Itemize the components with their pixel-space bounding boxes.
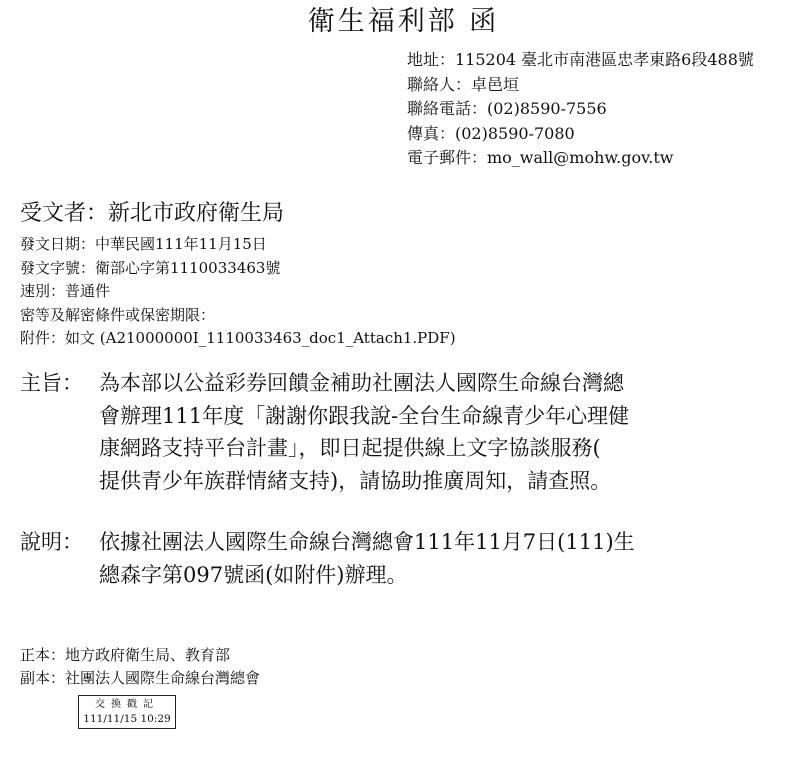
original-recipients: 正本：地方政府衛生局、教育部 <box>20 646 231 664</box>
delivery-speed: 速別：普通件 <box>20 282 111 300</box>
contact-block <box>407 48 754 171</box>
recipient-line: 受文者：新北市政府衛生局 <box>20 201 285 226</box>
contact-person-line: 聯絡人：卓邑垣 <box>407 74 520 94</box>
stamp-timestamp: 111/11/15 10:29 <box>83 713 171 725</box>
issue-date: 發文日期：中華民國111年11月15日 <box>20 235 267 253</box>
phone-line: 聯絡電話：(02)8590-7556 <box>407 99 607 118</box>
confidentiality-line: 密等及解密條件或保密期限： <box>20 305 216 324</box>
fax-line: 傳真：(02)8590-7080 <box>407 123 575 143</box>
address-line: 地址：115204 臺北市南港區忠孝東路6段488號 <box>407 50 754 69</box>
explanation-label: 說明： <box>20 530 83 554</box>
subject-line: 為本部以公益彩券回饋金補助社團法人國際生命線台灣總 <box>99 371 624 395</box>
distribution-block <box>20 644 260 689</box>
explanation-section <box>20 526 635 591</box>
attachment-line: 附件：如文 (A21000000I_1110033463_doc1_Attach1.PDF) <box>20 329 456 347</box>
subject-line: 提供青少年族群情緒支持)，請協助推廣周知，請查照。 <box>99 468 612 493</box>
exchange-stamp <box>78 695 176 729</box>
email-line: 電子郵件：mo_wall@mohw.gov.tw <box>407 148 674 167</box>
subject-line: 康網路支持平台計畫」，即日起提供線上文字協談服務( <box>99 436 601 460</box>
document-number: 發文字號：衛部心字第1110033463號 <box>20 258 281 277</box>
copy-recipients: 副本：社團法人國際生命線台灣總會 <box>20 668 261 687</box>
subject-line: 會辦理111年度「謝謝你跟我說-全台生命線青少年心理健 <box>99 403 630 428</box>
explanation-line: 依據社團法人國際生命線台灣總會111年11月7日(111)生 <box>99 530 635 554</box>
subject-label: 主旨： <box>20 371 83 395</box>
stamp-title: 交換戳記 <box>95 699 159 710</box>
document-title: 衛生福利部 函 <box>307 6 500 37</box>
document-meta <box>20 233 456 351</box>
subject-section <box>20 367 629 497</box>
explanation-line: 總森字第097號函(如附件)辦理。 <box>99 562 408 587</box>
